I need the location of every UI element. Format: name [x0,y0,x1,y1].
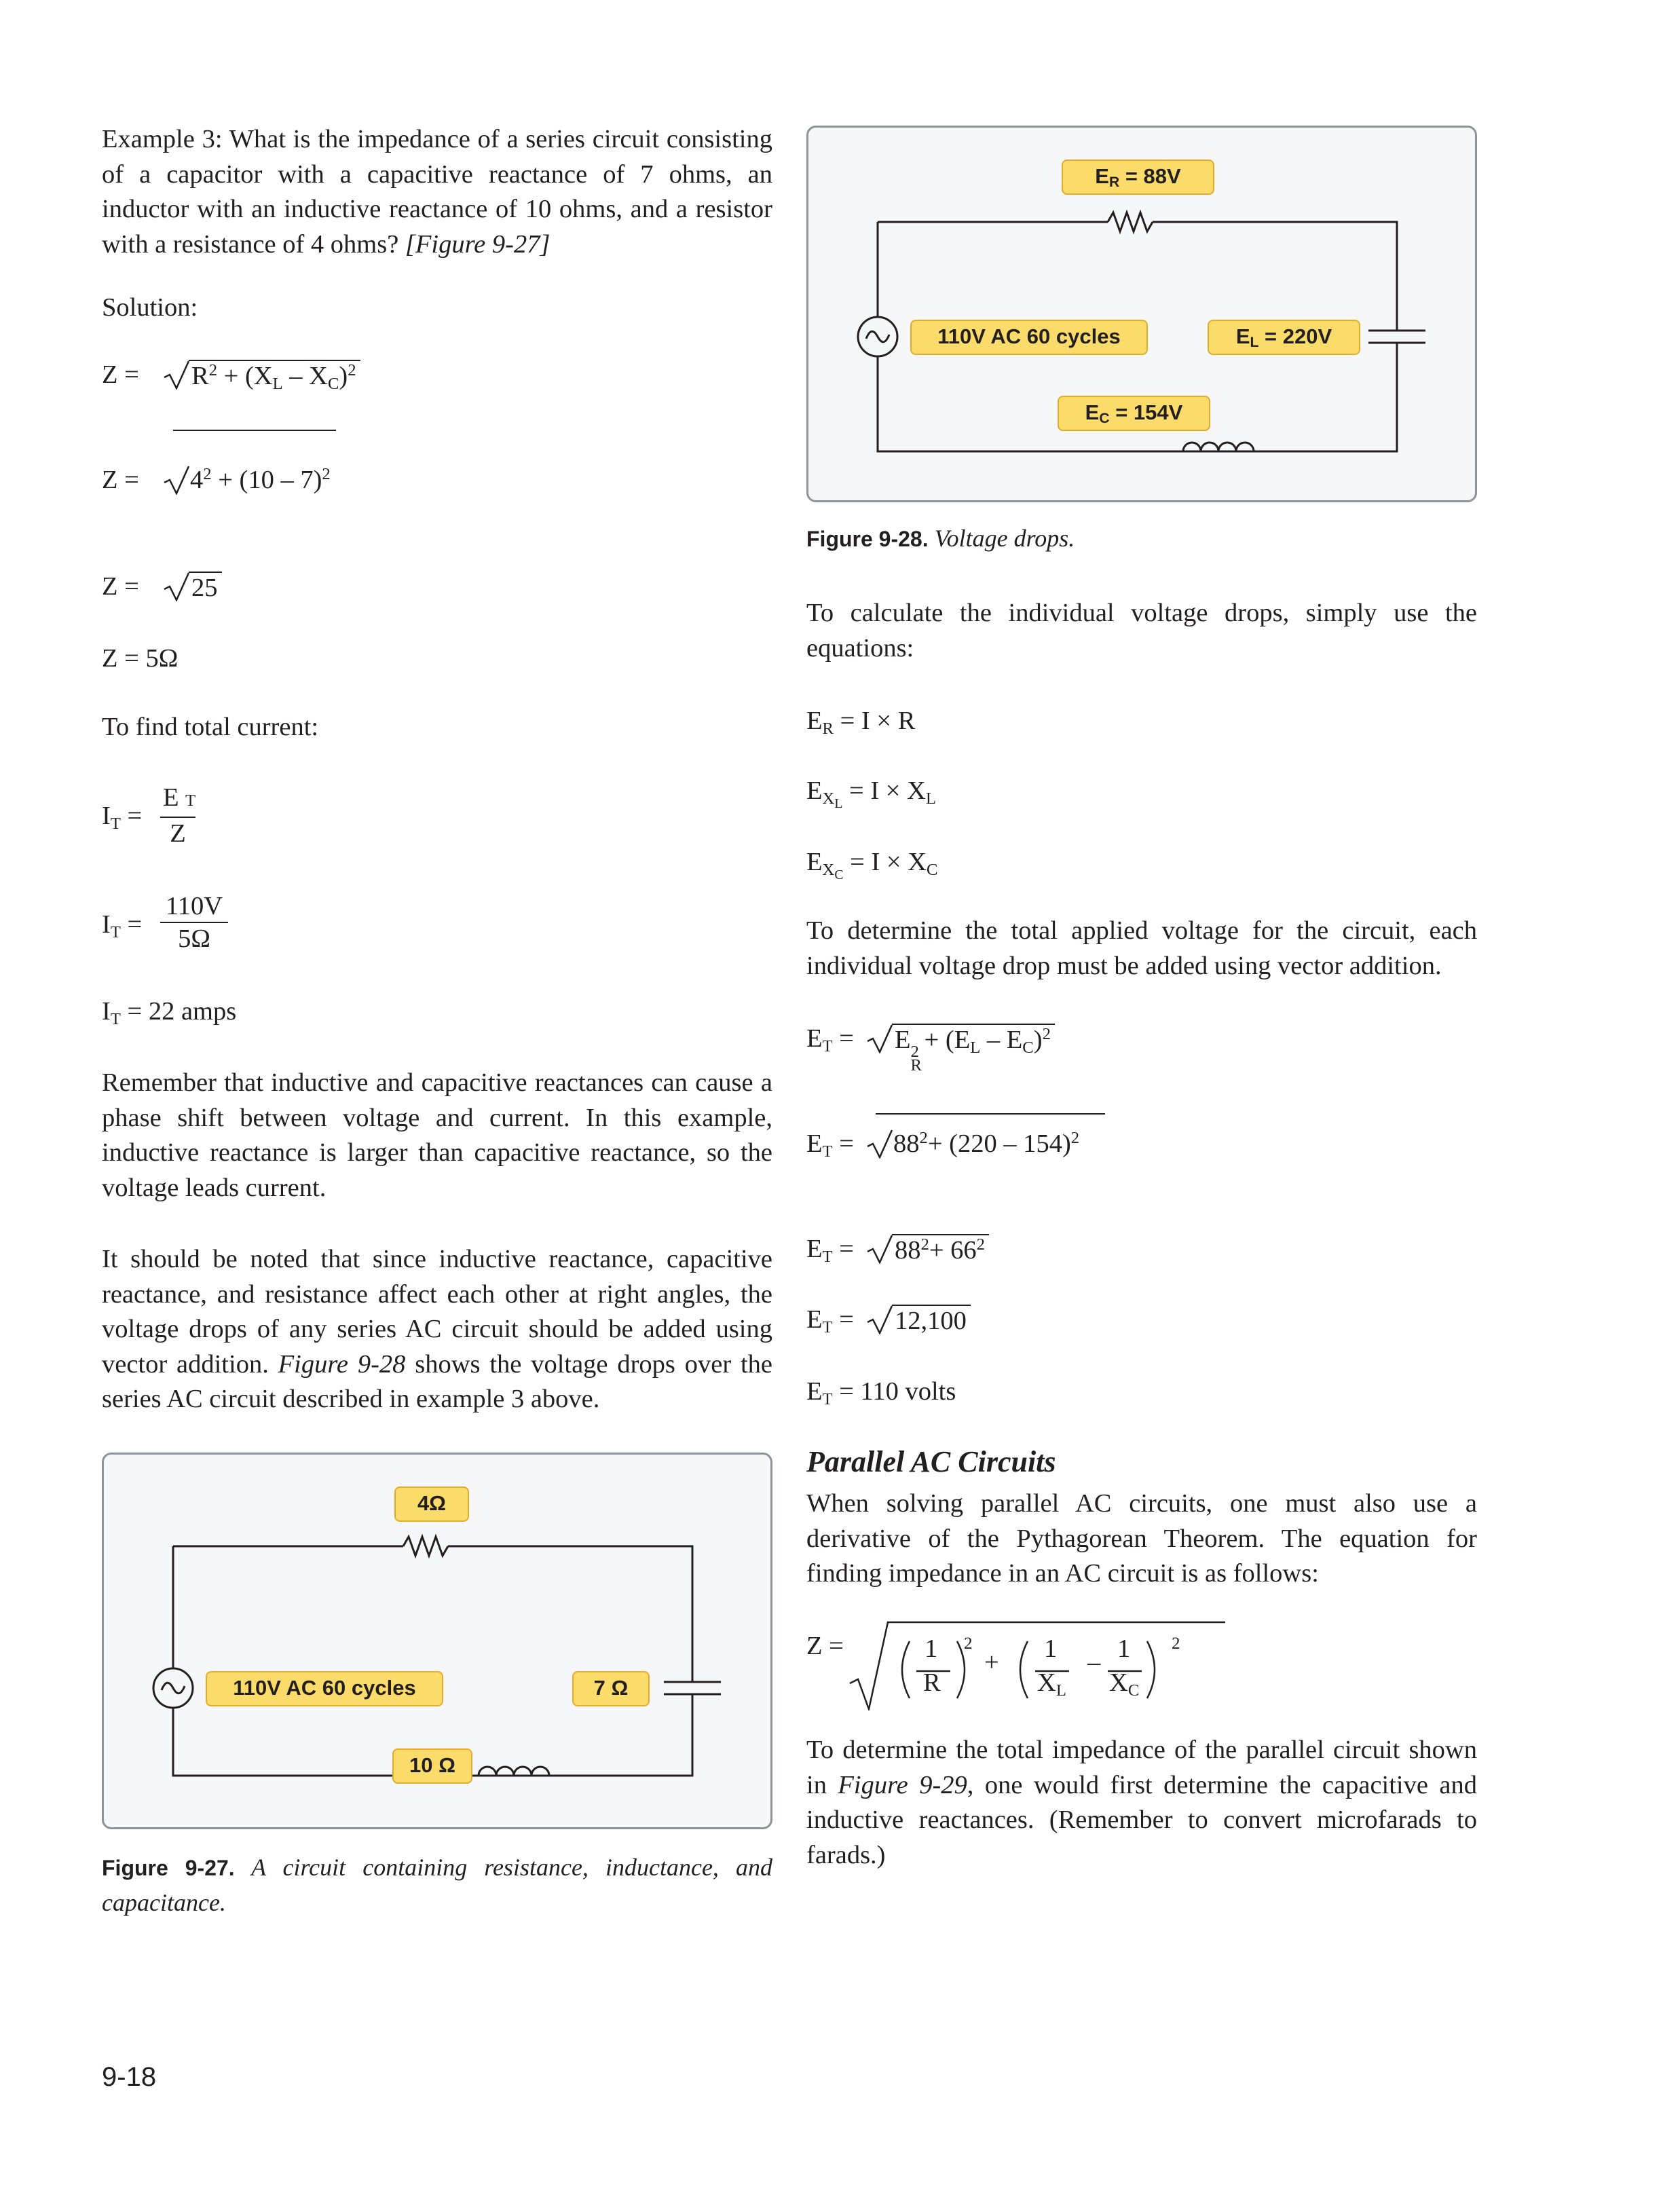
exl-eq-tail: L [925,789,936,808]
el-val: = 220V [1258,324,1332,348]
et4-radicand: 12,100 [892,1305,971,1334]
parallel-impedance-formula [806,1615,1227,1710]
eq6-eq: = [120,910,143,939]
eq7-i: I [102,997,111,1026]
exc-eq-sub [822,860,844,882]
et3-e: E [806,1235,823,1263]
z-eq-xl [1037,1666,1066,1701]
et5-e: E [806,1377,823,1406]
eq1-minus: – X [282,362,328,390]
eq1-plus: + (X [217,362,273,390]
figure-9-28-number: Figure 9-28. [806,527,929,551]
z-eq-xl-x: X [1037,1668,1056,1697]
eq3-lhs: Z = [102,572,139,601]
total-voltage-squares [806,1234,985,1266]
impedance-sum [102,572,218,602]
z-eq-xc-sub: C [1127,1681,1140,1700]
et4-sub-t: T [822,1317,833,1336]
eq2-exp: 2 [203,465,212,484]
exl-eq-e: E [806,777,823,805]
et1-exp: 2 [1042,1025,1051,1044]
figure-9-28-caption-text: Voltage drops. [928,525,1075,552]
et2-a: 88 [893,1129,920,1158]
eq3-radicand: 25 [189,572,222,601]
et1-e: E [806,1024,823,1053]
source-label: 110V AC 60 cycles [910,320,1148,355]
z-eq-r: R [923,1668,941,1697]
figure-9-28-reference: Figure 9-28 [278,1349,406,1379]
total-impedance-paragraph [806,1733,1477,1873]
section-heading-parallel-ac-circuits: Parallel AC Circuits [806,1445,1056,1478]
example-3-text: Example 3: What is the impedance of a series circuit consisting of a capacitor with a capacitive reactance of 7 ohms, an inductor with an inductive reactance of 10 ohms, and a resistor with a resistance of 4 ohms? [102,125,772,259]
total-voltage-sum [806,1305,967,1336]
z-eq-one-b: 1 [1044,1634,1058,1663]
et1-radicand [892,1024,1055,1074]
noted-text-b: shows the voltage drops over the series AC circuit described in example 3 above. [102,1349,773,1413]
radical-sign-icon [866,1234,893,1264]
exc-eq-sub-x: X [822,860,835,879]
eq1-r: R [191,362,209,390]
el-e: E [1235,324,1250,348]
exl-eq-sub [822,789,843,811]
eq6-denominator: 5Ω [178,924,210,953]
et1-minus: – E [980,1026,1023,1054]
eq7-sub-t: T [110,1009,121,1028]
eq5-denominator: Z [170,819,186,848]
et4-lhs [806,1305,854,1334]
radical-sign-icon [163,572,190,601]
eq5-fraction [160,782,195,849]
figure-9-27-caption [102,1850,772,1920]
eq5-sub-t: T [110,814,121,833]
et1-sub-t: T [822,1036,833,1055]
capacitor-voltage-label [1058,396,1210,431]
et3-a: 88 [895,1236,921,1265]
er-eq-e: E [806,707,823,735]
total-voltage-substitution [806,1129,1080,1161]
et2-lhs [806,1129,854,1161]
stray-rule [876,1113,1105,1115]
eq1-exp: 2 [208,361,217,380]
find-total-current-label: To find total current: [102,713,319,741]
impedance-result: Z = 5Ω [102,644,179,673]
z-eq-lhs: Z = [806,1632,844,1660]
et2-eq: = [832,1129,854,1158]
et3-exp: 2 [920,1235,929,1254]
et3-exp2: 2 [976,1235,985,1254]
ec-val: = 154V [1109,400,1183,424]
et1-lhs [806,1024,854,1053]
resistor-voltage-label [1062,160,1214,195]
vector-addition-paragraph [102,1242,772,1417]
final-text-b: , one would first determine the capacitive and inductive reactances. (Remember to convert microfarads to farads.) [806,1770,1478,1869]
et1-er: E [895,1026,911,1054]
er-e: E [1095,164,1109,188]
eq5-i: I [102,802,111,830]
z-eq-one-a: 1 [925,1634,938,1663]
figure-9-28-diagram [806,126,1477,502]
z-eq-sq-a: 2 [964,1634,973,1653]
eq5-num-t: T [185,791,196,810]
ec-e: E [1085,400,1100,424]
eq6-numerator: 110V [160,891,228,923]
calc-intro-paragraph: To calculate the individual voltage drops, simply use the equations: [806,599,1477,662]
eq2-a: 4 [190,466,204,494]
et1-r2: 2 [910,1043,919,1061]
eq6-lhs [102,910,142,939]
eq1-exp2: 2 [348,361,356,380]
z-eq-xc [1109,1666,1139,1701]
z-eq-sq-b: 2 [1172,1634,1180,1653]
et5-sub-t: T [822,1389,833,1408]
exl-eq-rest: = I × X [842,777,926,805]
et3-lhs [806,1235,854,1266]
eq1-sub-l: L [272,374,283,393]
eq2-exp2: 2 [322,465,331,484]
exc-eq-sub-c: C [834,867,844,882]
radical-sign-icon [866,1024,893,1053]
exc-equation [806,847,938,882]
er-val: = 88V [1119,164,1181,188]
radical-sign-icon [163,465,190,495]
parallel-intro-paragraph: When solving parallel AC circuits, one must also use a derivative of the Pythagorean Theorem. The equation for finding impedance in an AC circuit is as follows: [806,1489,1477,1588]
er-eq-rest: = I × R [833,707,916,735]
eq5-lhs [102,801,142,831]
eq1-lhs: Z = [102,360,139,389]
eq2-rest: + (10 – 7) [211,466,322,494]
figure-9-27-caption-text: A circuit containing resistance, inductance, and capacitance. [102,1854,772,1916]
er-sub: R [1108,174,1120,191]
eq1-close: ) [339,362,348,390]
exc-eq-rest: = I × X [843,848,927,876]
impedance-substitution [102,465,331,495]
et2-exp: 2 [919,1129,928,1148]
eq5-num-e: E [163,783,179,812]
stray-rule [173,430,336,431]
eq5-numerator [160,782,195,818]
et4-e: E [806,1305,823,1334]
source-label: 110V AC 60 cycles [206,1671,443,1706]
et5-rest: = 110 volts [832,1377,956,1406]
eq6-fraction [160,891,228,954]
et1-close: ) [1033,1026,1043,1054]
eq6-i: I [102,910,111,939]
eq7-rest: = 22 amps [120,997,237,1026]
eq1-sub-c: C [327,374,339,393]
noted-text-a: It should be noted that since inductive reactance, capacitive reactance, and resistance affect each other at right angles, the voltage drops of any series AC circuit should be added using vector addition. [102,1245,772,1379]
final-text-a: To determine the total impedance of the parallel circuit shown in [806,1736,1477,1799]
eq5-eq: = [120,802,143,830]
et4-eq: = [832,1305,854,1334]
et1-sub-l: L [970,1038,981,1057]
radical-sign-icon [866,1305,893,1334]
z-eq-one-c: 1 [1117,1634,1131,1663]
resistor-label: 4Ω [394,1486,469,1522]
et2-rest: + (220 – 154) [927,1129,1071,1158]
et2-e: E [806,1129,823,1158]
z-eq-xc-x: X [1109,1668,1128,1697]
et3-rest: + 66 [929,1236,977,1265]
et3-sub-t: T [822,1247,833,1266]
et2-radicand [893,1129,1079,1159]
total-voltage-intro-paragraph: To determine the total applied voltage for the circuit, each individual voltage drop must be added using vector addition. [806,916,1477,980]
exc-eq-tail: C [927,860,938,879]
page-number: 9-18 [102,2062,157,2092]
er-eq-sub: R [822,719,834,738]
total-voltage-formula [806,1024,1051,1074]
er-equation [806,706,915,736]
el-sub: L [1250,335,1259,351]
exl-eq-sub-l: L [834,796,843,811]
example-3-paragraph [102,122,772,262]
figure-9-27-number: Figure 9-27. [102,1856,235,1880]
inductive-reactance-label: 10 Ω [392,1748,472,1784]
ec-sub: C [1099,411,1110,427]
radical-sign-icon [866,1129,893,1159]
et3-radicand [892,1234,989,1264]
et1-plus: + (E [924,1026,971,1054]
phase-shift-paragraph: Remember that inductive and capacitive reactances can cause a phase shift between voltage and current. In this example, inductive reactance is larger than capacitive reactance, so the voltage leads current. [102,1068,772,1202]
figure-9-28-caption [806,521,1075,557]
total-voltage-result [806,1377,956,1406]
eq2-radicand [190,465,331,495]
et1-sub-c: C [1022,1038,1034,1057]
z-eq-minus: – [1087,1648,1101,1677]
eq1-radicand [189,360,360,393]
eq6-sub-t: T [110,922,121,941]
figure-9-27-diagram [102,1453,772,1829]
solution-label: Solution: [102,293,198,322]
et2-sub-t: T [822,1142,833,1161]
inductor-voltage-label [1208,320,1360,355]
z-eq-plus: + [984,1648,999,1677]
et1-eq: = [832,1024,854,1053]
radical-sign-icon [163,360,190,390]
et2-exp2: 2 [1070,1129,1080,1148]
eq2-lhs: Z = [102,466,139,494]
capacitive-reactance-label: 7 Ω [572,1671,650,1706]
z-eq-xl-sub: L [1056,1681,1066,1700]
et1-rsub: R [910,1056,922,1074]
current-result [102,996,236,1026]
exc-eq-e: E [806,848,823,876]
exl-eq-sub-x: X [822,789,835,808]
et3-eq: = [832,1235,854,1263]
exl-equation [806,776,936,811]
figure-9-29-reference: Figure 9-29 [838,1770,967,1799]
impedance-formula [102,360,356,393]
figure-9-27-reference: [Figure 9-27] [405,229,550,259]
